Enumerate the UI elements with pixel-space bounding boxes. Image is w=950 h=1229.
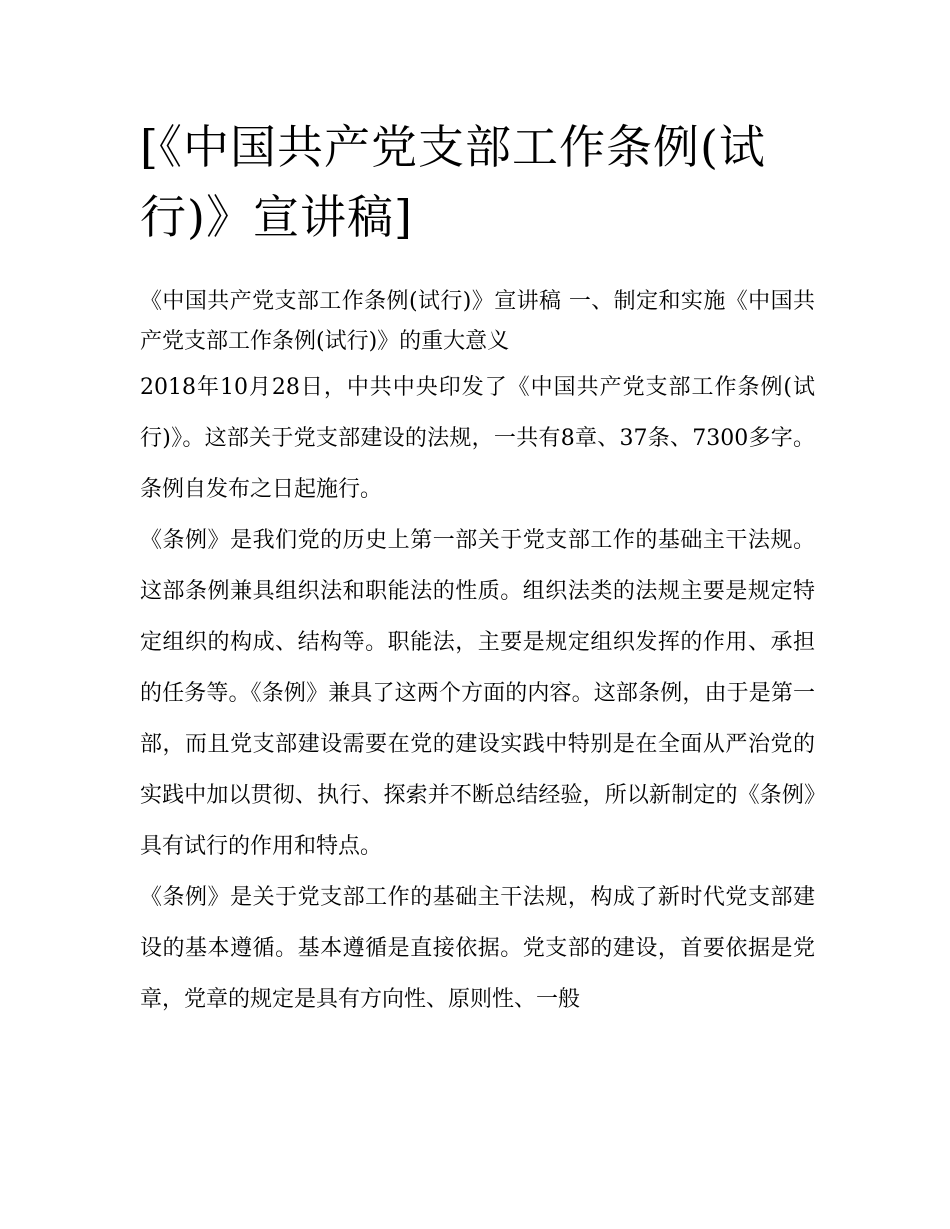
paragraph-basis: 《条例》是关于党支部工作的基础主干法规，构成了新时代党支部建设的基本遵循。基本遵循是直接依据。党支部的建设，首要依据是党章，党章的规定是具有方向性、原则性、一般 (140, 885, 815, 1012)
paragraph-intro: 《中国共产党支部工作条例(试行)》宣讲稿 一、制定和实施《中国共产党支部工作条例(试行)》的重大意义 (140, 289, 815, 354)
paragraph-issuance: 2018年10月28日，中共中央印发了《中国共产党支部工作条例(试行)》。这部关于党支部建设的法规，一共有8章、37条、7300多字。条例自发布之日起施行。 (140, 375, 815, 502)
paragraph-nature: 《条例》是我们党的历史上第一部关于党支部工作的基础主干法规。这部条例兼具组织法和职能法的性质。组织法类的法规主要是规定特定组织的构成、结构等。职能法，主要是规定组织发挥的作用、承担的任务等。《条例》兼具了这两个方面的内容。这部条例，由于是第一部，而且党支部建设需要在党的建设实践中特别是在全面从严治党的实践中加以贯彻、执行、探索并不断总结经验，所以新制定的《条例》具有试行的作用和特点。 (140, 528, 815, 859)
document-body (140, 282, 815, 1025)
document-title: [《中国共产党支部工作条例(试行)》宣讲稿] (140, 120, 766, 244)
